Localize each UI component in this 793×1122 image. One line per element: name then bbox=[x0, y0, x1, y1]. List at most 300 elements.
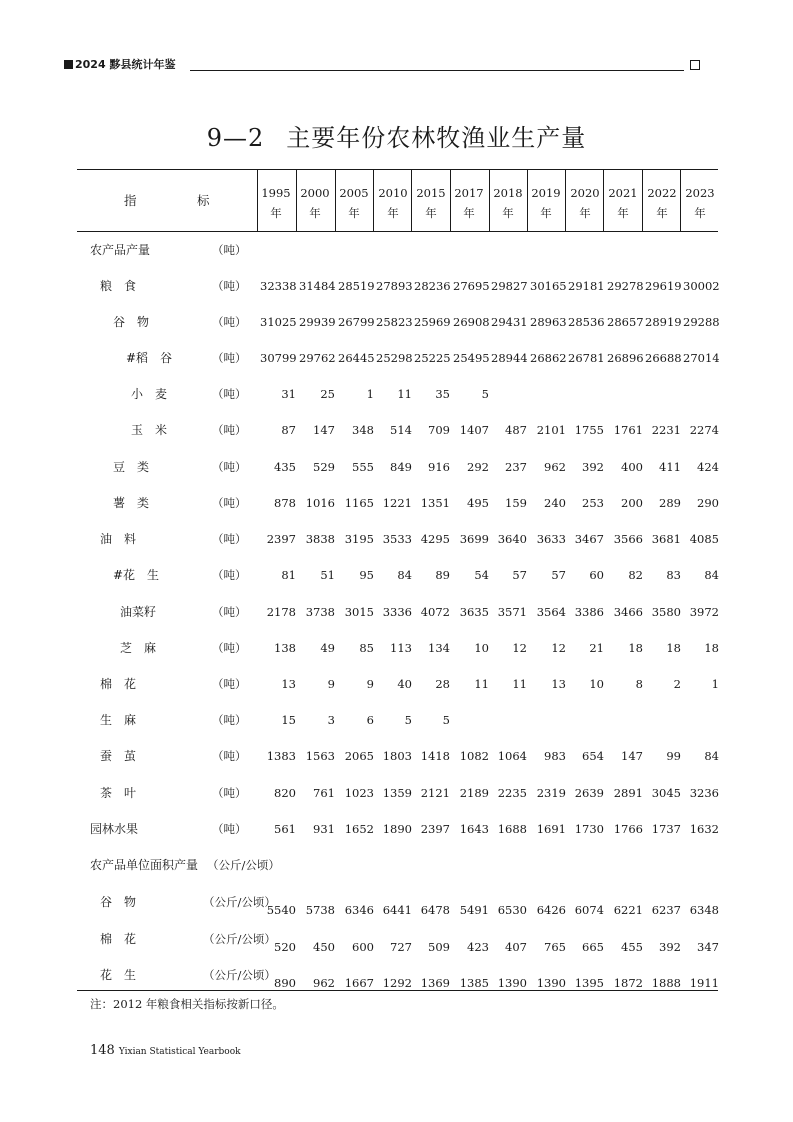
table-cell: 1761 bbox=[613, 423, 643, 437]
table-cell: 820 bbox=[274, 786, 296, 800]
table-cell: 134 bbox=[428, 641, 450, 655]
table-cell: 407 bbox=[505, 940, 527, 954]
table-cell: 5540 bbox=[266, 903, 296, 917]
table-cell: 392 bbox=[659, 940, 681, 954]
table-cell: 509 bbox=[428, 940, 450, 954]
row-unit: （吨） bbox=[212, 641, 247, 655]
table-cell: 28919 bbox=[645, 315, 682, 329]
table-cell: 25969 bbox=[414, 315, 451, 329]
table-cell: 1730 bbox=[574, 822, 604, 836]
row-label: 芝 麻 bbox=[120, 641, 157, 655]
table-cell: 1221 bbox=[382, 496, 412, 510]
table-cell: 1632 bbox=[689, 822, 719, 836]
table-cell: 424 bbox=[697, 460, 719, 474]
column-year: 2020 bbox=[570, 186, 600, 200]
table-cell: 3195 bbox=[344, 532, 374, 546]
table-top-rule bbox=[77, 169, 718, 170]
table-cell: 26862 bbox=[530, 351, 567, 365]
column-header-2000 bbox=[296, 183, 334, 223]
table-cell: 13 bbox=[551, 677, 566, 691]
row-unit: （吨） bbox=[212, 315, 247, 329]
row-label: 生 麻 bbox=[100, 713, 137, 727]
row-unit: （吨） bbox=[212, 568, 247, 582]
row-unit: （吨） bbox=[212, 532, 247, 546]
table-cell: 1016 bbox=[305, 496, 335, 510]
table-cell: 28 bbox=[435, 677, 450, 691]
table-cell: 1023 bbox=[344, 786, 374, 800]
table-cell: 3466 bbox=[613, 605, 643, 619]
table-cell: 10 bbox=[474, 641, 489, 655]
table-cell: 727 bbox=[390, 940, 412, 954]
row-unit: （吨） bbox=[212, 496, 247, 510]
table-row bbox=[0, 276, 793, 296]
table-cell: 6221 bbox=[613, 903, 643, 917]
table-cell: 25225 bbox=[414, 351, 451, 365]
table-cell: 99 bbox=[666, 749, 681, 763]
column-year-suffix: 年 bbox=[694, 206, 706, 220]
table-cell: 600 bbox=[352, 940, 374, 954]
table-number: 9—2 bbox=[206, 124, 265, 152]
table-cell: 5 bbox=[442, 713, 450, 727]
table-cell: 6530 bbox=[497, 903, 527, 917]
table-cell: 665 bbox=[582, 940, 604, 954]
table-cell: 3045 bbox=[651, 786, 681, 800]
row-unit: （吨） bbox=[212, 387, 247, 401]
row-label: #花 生 bbox=[113, 568, 160, 582]
table-cell: 5738 bbox=[305, 903, 335, 917]
row-unit: （吨） bbox=[212, 423, 247, 437]
table-cell: 290 bbox=[697, 496, 719, 510]
column-year-suffix: 年 bbox=[540, 206, 552, 220]
table-cell: 237 bbox=[505, 460, 527, 474]
table-row bbox=[0, 892, 793, 917]
row-label: 棉 花 bbox=[100, 677, 137, 691]
table-cell: 1755 bbox=[574, 423, 604, 437]
table-cell: 3386 bbox=[574, 605, 604, 619]
table-cell: 11 bbox=[397, 387, 412, 401]
table-cell: 60 bbox=[589, 568, 604, 582]
running-header bbox=[64, 58, 700, 74]
table-cell: 765 bbox=[544, 940, 566, 954]
table-cell: 962 bbox=[313, 976, 335, 990]
table-cell: 31025 bbox=[260, 315, 297, 329]
table-cell: 6478 bbox=[420, 903, 450, 917]
table-cell: 28236 bbox=[414, 279, 451, 293]
table-cell: 31484 bbox=[299, 279, 336, 293]
header-bottom-rule bbox=[77, 231, 718, 232]
table-cell: 3571 bbox=[497, 605, 527, 619]
column-year-suffix: 年 bbox=[656, 206, 668, 220]
black-square-icon bbox=[64, 60, 73, 69]
table-cell: 878 bbox=[274, 496, 296, 510]
table-cell: 6074 bbox=[574, 903, 604, 917]
table-cell: 292 bbox=[467, 460, 489, 474]
table-cell: 1766 bbox=[613, 822, 643, 836]
column-year: 2010 bbox=[378, 186, 408, 200]
table-cell: 2235 bbox=[497, 786, 527, 800]
table-cell: 18 bbox=[628, 641, 643, 655]
stub-header-char-1: 指 bbox=[124, 193, 137, 208]
column-year: 1995 bbox=[261, 186, 291, 200]
table-cell: 5 bbox=[481, 387, 489, 401]
row-label: 花 生 bbox=[100, 968, 137, 982]
table-cell: 1803 bbox=[382, 749, 412, 763]
table-row bbox=[0, 602, 793, 622]
table-cell: 29619 bbox=[645, 279, 682, 293]
table-cell: 29181 bbox=[568, 279, 605, 293]
table-cell: 83 bbox=[666, 568, 681, 582]
table-cell: 84 bbox=[704, 749, 719, 763]
row-label: 豆 类 bbox=[113, 460, 150, 474]
table-cell: 28519 bbox=[338, 279, 375, 293]
column-year: 2015 bbox=[416, 186, 446, 200]
table-cell: 2 bbox=[673, 677, 681, 691]
table-cell: 1 bbox=[711, 677, 719, 691]
table-cell: 450 bbox=[313, 940, 335, 954]
row-unit: （公斤/公顷） bbox=[203, 895, 276, 909]
table-cell: 983 bbox=[544, 749, 566, 763]
table-row bbox=[0, 746, 793, 766]
table-cell: 6237 bbox=[651, 903, 681, 917]
table-cell: 3533 bbox=[382, 532, 412, 546]
table-cell: 1292 bbox=[382, 976, 412, 990]
table-cell: 240 bbox=[544, 496, 566, 510]
table-cell: 85 bbox=[359, 641, 374, 655]
row-unit: （吨） bbox=[212, 351, 247, 365]
column-header-2015 bbox=[412, 183, 450, 223]
table-cell: 13 bbox=[281, 677, 296, 691]
column-header-2018 bbox=[489, 183, 527, 223]
table-cell: 3635 bbox=[459, 605, 489, 619]
table-cell: 455 bbox=[621, 940, 643, 954]
table-cell: 1390 bbox=[497, 976, 527, 990]
table-cell: 25495 bbox=[453, 351, 490, 365]
row-unit: （吨） bbox=[212, 786, 247, 800]
row-unit: （吨） bbox=[212, 605, 247, 619]
table-cell: 26688 bbox=[645, 351, 682, 365]
table-cell: 4295 bbox=[420, 532, 450, 546]
table-cell: 400 bbox=[621, 460, 643, 474]
table-cell: 3640 bbox=[497, 532, 527, 546]
row-unit: （吨） bbox=[212, 713, 247, 727]
column-header-2020 bbox=[566, 183, 604, 223]
table-cell: 253 bbox=[582, 496, 604, 510]
table-cell: 2319 bbox=[536, 786, 566, 800]
table-cell: 30002 bbox=[683, 279, 720, 293]
column-year-suffix: 年 bbox=[309, 206, 321, 220]
table-cell: 11 bbox=[512, 677, 527, 691]
table-cell: 347 bbox=[697, 940, 719, 954]
table-cell: 5491 bbox=[459, 903, 489, 917]
table-cell: 1667 bbox=[344, 976, 374, 990]
table-row bbox=[0, 674, 793, 694]
table-cell: 1351 bbox=[420, 496, 450, 510]
table-cell: 2189 bbox=[459, 786, 489, 800]
table-cell: 289 bbox=[659, 496, 681, 510]
table-cell: 159 bbox=[505, 496, 527, 510]
row-label: 玉 米 bbox=[131, 423, 168, 437]
row-unit: （吨） bbox=[212, 749, 247, 763]
table-cell: 27893 bbox=[376, 279, 413, 293]
column-header-2021 bbox=[604, 183, 642, 223]
table-cell: 113 bbox=[390, 641, 412, 655]
table-cell: 25 bbox=[320, 387, 335, 401]
header-rule bbox=[190, 70, 684, 71]
column-year: 2021 bbox=[608, 186, 638, 200]
column-year-suffix: 年 bbox=[348, 206, 360, 220]
table-cell: 1563 bbox=[305, 749, 335, 763]
table-cell: 1385 bbox=[459, 976, 489, 990]
table-cell: 95 bbox=[359, 568, 374, 582]
table-cell: 6441 bbox=[382, 903, 412, 917]
table-cell: 561 bbox=[274, 822, 296, 836]
table-cell: 35 bbox=[435, 387, 450, 401]
table-cell: 1888 bbox=[651, 976, 681, 990]
table-cell: 29288 bbox=[683, 315, 720, 329]
table-cell: 2397 bbox=[266, 532, 296, 546]
table-cell: 931 bbox=[313, 822, 335, 836]
table-cell: 87 bbox=[281, 423, 296, 437]
table-cell: 6348 bbox=[689, 903, 719, 917]
table-cell: 28536 bbox=[568, 315, 605, 329]
table-row bbox=[0, 710, 793, 730]
table-cell: 29431 bbox=[491, 315, 528, 329]
table-cell: 9 bbox=[366, 677, 374, 691]
table-cell: 147 bbox=[621, 749, 643, 763]
table-cell: 26781 bbox=[568, 351, 605, 365]
table-cell: 54 bbox=[474, 568, 489, 582]
table-row bbox=[0, 348, 793, 368]
table-cell: 435 bbox=[274, 460, 296, 474]
table-cell: 84 bbox=[704, 568, 719, 582]
table-cell: 29939 bbox=[299, 315, 336, 329]
table-cell: 26908 bbox=[453, 315, 490, 329]
table-cell: 2891 bbox=[613, 786, 643, 800]
row-label: 园林水果 bbox=[90, 822, 139, 836]
table-row bbox=[0, 783, 793, 803]
row-label: 茶 叶 bbox=[100, 786, 137, 800]
row-label: 油菜籽 bbox=[120, 605, 157, 619]
table-cell: 1911 bbox=[689, 976, 719, 990]
column-year-suffix: 年 bbox=[425, 206, 437, 220]
table-cell: 392 bbox=[582, 460, 604, 474]
table-cell: 28963 bbox=[530, 315, 567, 329]
table-cell: 3838 bbox=[305, 532, 335, 546]
column-header-2022 bbox=[643, 183, 681, 223]
table-cell: 9 bbox=[327, 677, 335, 691]
table-cell: 1688 bbox=[497, 822, 527, 836]
table-cell: 761 bbox=[313, 786, 335, 800]
table-cell: 1407 bbox=[459, 423, 489, 437]
table-row bbox=[0, 493, 793, 513]
table-cell: 4072 bbox=[420, 605, 450, 619]
table-cell: 3236 bbox=[689, 786, 719, 800]
table-cell: 520 bbox=[274, 940, 296, 954]
table-cell: 2178 bbox=[266, 605, 296, 619]
table-cell: 411 bbox=[659, 460, 681, 474]
table-cell: 2274 bbox=[689, 423, 719, 437]
column-year: 2017 bbox=[454, 186, 484, 200]
column-header-1995 bbox=[257, 183, 295, 223]
table-cell: 3467 bbox=[574, 532, 604, 546]
column-header-2005 bbox=[335, 183, 373, 223]
table-cell: 30165 bbox=[530, 279, 567, 293]
table-cell: 81 bbox=[281, 568, 296, 582]
table-cell: 82 bbox=[628, 568, 643, 582]
row-label: 小 麦 bbox=[131, 387, 168, 401]
table-cell: 1643 bbox=[459, 822, 489, 836]
stub-header-char-2: 标 bbox=[197, 193, 210, 208]
table-cell: 2639 bbox=[574, 786, 604, 800]
table-row bbox=[0, 312, 793, 332]
table-row bbox=[0, 529, 793, 549]
running-title: 2024 黟县统计年鉴 bbox=[75, 58, 176, 71]
table-cell: 26799 bbox=[338, 315, 375, 329]
table-cell: 1395 bbox=[574, 976, 604, 990]
table-cell: 6346 bbox=[344, 903, 374, 917]
table-name: 主要年份农林牧渔业生产量 bbox=[286, 124, 587, 152]
table-cell: 26896 bbox=[607, 351, 644, 365]
table-row bbox=[0, 384, 793, 404]
table-cell: 28657 bbox=[607, 315, 644, 329]
column-header-2019 bbox=[527, 183, 565, 223]
table-cell: 28944 bbox=[491, 351, 528, 365]
column-year: 2022 bbox=[647, 186, 677, 200]
row-label: 谷 物 bbox=[113, 315, 150, 329]
table-cell: 3015 bbox=[344, 605, 374, 619]
table-cell: 25823 bbox=[376, 315, 413, 329]
table-cell: 1359 bbox=[382, 786, 412, 800]
table-cell: 89 bbox=[435, 568, 450, 582]
table-cell: 1691 bbox=[536, 822, 566, 836]
table-cell: 3699 bbox=[459, 532, 489, 546]
row-unit: （吨） bbox=[212, 822, 247, 836]
table-cell: 555 bbox=[352, 460, 374, 474]
table-cell: 709 bbox=[428, 423, 450, 437]
row-label: #稻 谷 bbox=[126, 351, 173, 365]
table-cell: 2101 bbox=[536, 423, 566, 437]
table-cell: 1890 bbox=[382, 822, 412, 836]
table-cell: 6426 bbox=[536, 903, 566, 917]
column-year-suffix: 年 bbox=[270, 206, 282, 220]
table-cell: 3633 bbox=[536, 532, 566, 546]
table-cell: 3566 bbox=[613, 532, 643, 546]
table-cell: 529 bbox=[313, 460, 335, 474]
table-row bbox=[0, 965, 793, 990]
table-cell: 31 bbox=[281, 387, 296, 401]
table-cell: 890 bbox=[274, 976, 296, 990]
column-header-2017 bbox=[450, 183, 488, 223]
table-cell: 3738 bbox=[305, 605, 335, 619]
table-row bbox=[0, 819, 793, 839]
table-cell: 1 bbox=[366, 387, 374, 401]
table-cell: 5 bbox=[404, 713, 412, 727]
table-cell: 1872 bbox=[613, 976, 643, 990]
table-cell: 514 bbox=[390, 423, 412, 437]
table-cell: 40 bbox=[397, 677, 412, 691]
table-cell: 138 bbox=[274, 641, 296, 655]
table-cell: 6 bbox=[366, 713, 374, 727]
table-cell: 3972 bbox=[689, 605, 719, 619]
table-cell: 29278 bbox=[607, 279, 644, 293]
table-row bbox=[0, 638, 793, 658]
row-unit: （吨） bbox=[212, 243, 247, 257]
table-cell: 423 bbox=[467, 940, 489, 954]
table-cell: 849 bbox=[390, 460, 412, 474]
table-cell: 49 bbox=[320, 641, 335, 655]
table-cell: 962 bbox=[544, 460, 566, 474]
column-year: 2018 bbox=[493, 186, 523, 200]
table-cell: 15 bbox=[281, 713, 296, 727]
column-year-suffix: 年 bbox=[463, 206, 475, 220]
table-cell: 51 bbox=[320, 568, 335, 582]
table-cell: 18 bbox=[666, 641, 681, 655]
table-cell: 3681 bbox=[651, 532, 681, 546]
row-label: 农产品产量 bbox=[90, 243, 151, 257]
table-cell: 1737 bbox=[651, 822, 681, 836]
table-cell: 2231 bbox=[651, 423, 681, 437]
table-cell: 1418 bbox=[420, 749, 450, 763]
column-year-suffix: 年 bbox=[387, 206, 399, 220]
row-label: 农产品单位面积产量 bbox=[90, 858, 199, 872]
column-year: 2023 bbox=[685, 186, 715, 200]
column-year: 2019 bbox=[531, 186, 561, 200]
table-cell: 84 bbox=[397, 568, 412, 582]
table-cell: 10 bbox=[589, 677, 604, 691]
table-cell: 12 bbox=[512, 641, 527, 655]
row-label: 谷 物 bbox=[100, 895, 137, 909]
table-cell: 4085 bbox=[689, 532, 719, 546]
table-cell: 1652 bbox=[344, 822, 374, 836]
row-unit: （公斤/公顷） bbox=[203, 932, 276, 946]
table-cell: 18 bbox=[704, 641, 719, 655]
table-cell: 2397 bbox=[420, 822, 450, 836]
table-cell: 57 bbox=[551, 568, 566, 582]
table-cell: 8 bbox=[635, 677, 643, 691]
table-cell: 916 bbox=[428, 460, 450, 474]
table-cell: 2065 bbox=[344, 749, 374, 763]
table-cell: 12 bbox=[551, 641, 566, 655]
column-year: 2005 bbox=[339, 186, 369, 200]
table-cell: 3336 bbox=[382, 605, 412, 619]
table-cell: 3564 bbox=[536, 605, 566, 619]
table-cell: 30799 bbox=[260, 351, 297, 365]
column-header-2010 bbox=[374, 183, 412, 223]
row-unit: （吨） bbox=[212, 279, 247, 293]
table-cell: 57 bbox=[512, 568, 527, 582]
row-unit: （吨） bbox=[212, 677, 247, 691]
table-cell: 1369 bbox=[420, 976, 450, 990]
table-cell: 1064 bbox=[497, 749, 527, 763]
row-label: 薯 类 bbox=[113, 496, 150, 510]
empty-box-icon bbox=[690, 60, 700, 70]
publication-name: Yixian Statistical Yearbook bbox=[118, 1047, 241, 1057]
table-cell: 1082 bbox=[459, 749, 489, 763]
page-number: 148 bbox=[90, 1043, 115, 1058]
table-cell: 26445 bbox=[338, 351, 375, 365]
table-cell: 29762 bbox=[299, 351, 336, 365]
table-row bbox=[0, 457, 793, 477]
table-cell: 3580 bbox=[651, 605, 681, 619]
table-cell: 29827 bbox=[491, 279, 528, 293]
row-label: 蚕 茧 bbox=[100, 749, 137, 763]
table-cell: 2121 bbox=[420, 786, 450, 800]
table-cell: 487 bbox=[505, 423, 527, 437]
table-cell: 348 bbox=[352, 423, 374, 437]
row-unit: （公斤/公顷） bbox=[207, 858, 280, 872]
row-label: 粮 食 bbox=[100, 279, 137, 293]
column-year-suffix: 年 bbox=[617, 206, 629, 220]
